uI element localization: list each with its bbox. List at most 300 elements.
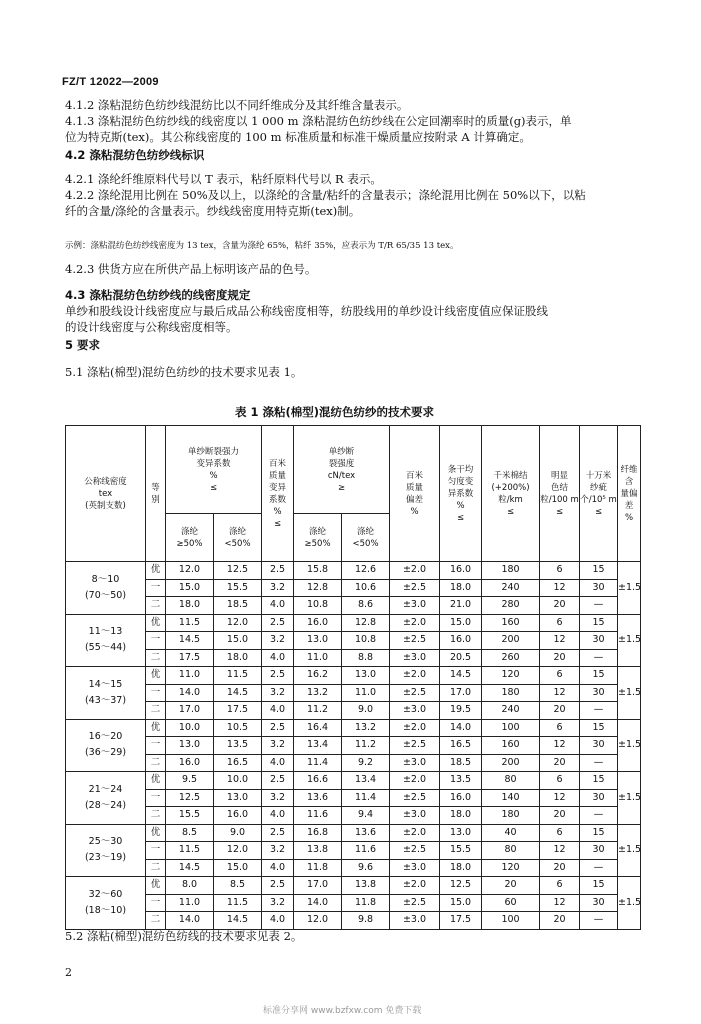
value-cell: 20.5 [440,649,482,667]
value-cell: ±3.0 [390,754,440,772]
value-cell: 10.8 [342,632,390,650]
value-cell: 13.4 [294,737,342,755]
value-cell: 11.5 [214,667,262,685]
value-cell: 11.5 [166,614,214,632]
value-cell: 15.0 [440,614,482,632]
value-cell: 30 [580,894,618,912]
value-cell: 6 [540,614,580,632]
value-cell: 200 [482,754,540,772]
table-row [66,772,641,790]
linear-density-cell [66,667,146,720]
grade-cell: 二 [146,649,166,667]
value-cell: ±3.0 [390,649,440,667]
value-cell: 240 [482,702,540,720]
value-cell: 21.0 [440,597,482,615]
value-cell: — [580,597,618,615]
header-mass-deviation-line: 质量 [406,482,424,493]
value-cell: 20 [540,912,580,930]
value-cell: 17.5 [214,702,262,720]
grade-cell: 一 [146,632,166,650]
header-neps-line: 千米棉结 [493,470,528,481]
value-cell: 6 [540,667,580,685]
header-mass-deviation-line: 偏差 [406,494,424,505]
header-cv-lt50-line: <50% [224,538,251,549]
value-cell: 18.5 [214,597,262,615]
value-cell: — [580,912,618,930]
value-cell: 280 [482,597,540,615]
header-tenacity [294,426,390,514]
grade-cell: 优 [146,824,166,842]
grade-cell: 优 [146,667,166,685]
value-cell: 9.0 [214,824,262,842]
value-cell: 2.5 [262,824,294,842]
header-evenness-cv-line: 条干均 [447,464,474,475]
header-evenness-cv-line: 异系数 [447,488,474,499]
header-grade [146,426,166,562]
value-cell: 17.0 [440,684,482,702]
value-cell: 15.5 [440,842,482,860]
value-cell: 3.2 [262,842,294,860]
value-cell: 14.0 [294,894,342,912]
header-ten-lt50-line: 涤纶 [357,526,375,537]
paragraph-4-1-2-line-1: 4.1.2 涤粘混纺色纺纱线混纺比以不同纤维成分及其纤维含量表示。 [65,98,409,112]
value-cell: 14.5 [166,859,214,877]
header-color-knots-line: 色结 [551,482,569,493]
value-cell: 3.2 [262,579,294,597]
grade-cell: 二 [146,754,166,772]
value-cell: 20 [540,597,580,615]
paragraph-4-2-line-1: 4.2 涤粘混纺色纺纱线标识 [65,148,205,162]
value-cell: 20 [540,859,580,877]
value-cell: 11.4 [342,789,390,807]
value-cell: 14.0 [166,684,214,702]
value-cell: 10.8 [294,597,342,615]
value-cell: 160 [482,614,540,632]
header-mass-cv [262,426,294,562]
table-caption: 表 1 涤粘(棉型)混纺色纺纱的技术要求 [235,405,435,419]
value-cell: 180 [482,562,540,580]
value-cell: 18.5 [440,754,482,772]
value-cell: 11.6 [342,842,390,860]
grade-cell: 一 [146,789,166,807]
header-mass-deviation [390,426,440,562]
value-cell: 260 [482,649,540,667]
page-number: 2 [65,966,72,979]
grade-cell: 一 [146,684,166,702]
value-cell: 15 [580,877,618,895]
value-cell: 13.4 [342,772,390,790]
value-cell: 17.5 [440,912,482,930]
linear-density-value: (36～29) [84,747,127,759]
value-cell: 13.2 [294,684,342,702]
linear-density-value: 11～13 [88,626,123,638]
value-cell: 11.4 [294,754,342,772]
value-cell: 15.0 [440,894,482,912]
value-cell: 6 [540,824,580,842]
value-cell: ±3.0 [390,859,440,877]
header-mass-cv-line: 系数 [269,494,287,505]
table-row [66,807,641,825]
fiber-deviation-cell: ±1.5 [618,562,641,615]
value-cell: 180 [482,684,540,702]
paragraph-4-3-body-line-2: 的设计线密度与公称线密度相等。 [65,320,238,334]
value-cell: 2.5 [262,562,294,580]
value-cell: ±2.5 [390,737,440,755]
header-mass-cv-line: 变异 [269,482,287,493]
value-cell: 12.0 [166,562,214,580]
value-cell: 11.8 [294,859,342,877]
value-cell: 11.0 [166,894,214,912]
value-cell: 14.0 [440,719,482,737]
fiber-deviation-cell: ±1.5 [618,614,641,667]
value-cell: 4.0 [262,649,294,667]
value-cell: 30 [580,789,618,807]
header-neps-line: (+200%) [491,482,530,493]
value-cell: 20 [540,807,580,825]
header-cv-ge50-line: 涤纶 [180,526,198,537]
value-cell: 3.2 [262,894,294,912]
value-cell: 10.0 [214,772,262,790]
value-cell: 18.0 [440,807,482,825]
value-cell: 4.0 [262,754,294,772]
value-cell: ±2.5 [390,789,440,807]
linear-density-cell [66,562,146,615]
table-row [66,894,641,912]
value-cell: 11.5 [166,842,214,860]
value-cell: ±2.0 [390,614,440,632]
header-evenness-cv-line: ≤ [456,512,465,523]
header-linear-density-line: (英制支数) [85,500,126,511]
value-cell: 16.4 [294,719,342,737]
linear-density-value: 16～20 [88,731,123,743]
value-cell: 16.0 [214,807,262,825]
value-cell: 11.0 [166,667,214,685]
value-cell: 6 [540,877,580,895]
header-strength-cv-line: 单纱断裂强力 [188,446,240,457]
linear-density-value: (55～44) [84,642,127,654]
value-cell: 13.6 [294,789,342,807]
value-cell: 3.2 [262,789,294,807]
value-cell: 16.0 [440,789,482,807]
header-fiber-deviation-line: % [624,512,634,523]
value-cell: 80 [482,842,540,860]
linear-density-value: (18～10) [84,904,127,916]
value-cell: 11.6 [294,807,342,825]
value-cell: 11.0 [342,684,390,702]
value-cell: 30 [580,579,618,597]
value-cell: 14.0 [166,912,214,930]
value-cell: 15.0 [214,632,262,650]
value-cell: 16.2 [294,667,342,685]
value-cell: 2.5 [262,772,294,790]
value-cell: ±3.0 [390,912,440,930]
value-cell: 2.5 [262,667,294,685]
header-color-knots-line: 明显 [551,470,569,481]
value-cell: ±2.0 [390,877,440,895]
value-cell: 16.0 [440,632,482,650]
value-cell: 12 [540,789,580,807]
paragraph-4-3-line-1: 4.3 涤粘混纺色纺纱线的线密度规定 [65,288,251,302]
value-cell: 6 [540,772,580,790]
value-cell: 30 [580,632,618,650]
value-cell: 12 [540,579,580,597]
linear-density-value: 21～24 [88,783,123,795]
header-evenness-cv-line: % [456,500,465,511]
value-cell: 15.8 [294,562,342,580]
value-cell: — [580,702,618,720]
header-color-knots-line: 粒/100 m [540,494,579,505]
value-cell: 16.0 [166,754,214,772]
fiber-deviation-cell: ±1.5 [618,877,641,930]
value-cell: 18.0 [214,649,262,667]
table-row [66,824,641,842]
value-cell: 3.2 [262,737,294,755]
value-cell: 15 [580,562,618,580]
value-cell: 11.0 [294,649,342,667]
linear-density-cell [66,824,146,877]
value-cell: 13.0 [342,667,390,685]
value-cell: 13.6 [342,824,390,842]
table-row [66,684,641,702]
value-cell: 20 [482,877,540,895]
paragraph-4-2-2-line-2: 纤的含量/涤纶的含量表示。纱线线密度用特克斯(tex)制。 [65,204,361,218]
header-strength-cv [166,426,262,514]
header-fiber-deviation [618,426,641,562]
value-cell: 16.0 [440,562,482,580]
value-cell: 4.0 [262,702,294,720]
grade-cell: 优 [146,562,166,580]
value-cell: 100 [482,912,540,930]
value-cell: 180 [482,807,540,825]
table-row [66,842,641,860]
value-cell: 9.6 [342,859,390,877]
header-fiber-deviation-line: 纤维含 [620,464,638,487]
value-cell: 15 [580,719,618,737]
header-mass-cv-line: % [273,506,282,517]
header-yarn-faults [580,426,618,562]
paragraph-example-line-1: 示例：涤粘混纺色纺纱线密度为 13 tex，含量为涤纶 65%，粘纤 35%，应表示为 T/R 65/35 13 tex。 [65,241,459,251]
header-yarn-faults-line: ≤ [594,506,603,517]
grade-cell: 优 [146,614,166,632]
value-cell: 240 [482,579,540,597]
value-cell: 17.5 [166,649,214,667]
header-ten-ge50 [294,514,342,562]
linear-density-cell [66,877,146,930]
value-cell: 16.0 [294,614,342,632]
linear-density-value: (43～37) [84,694,127,706]
value-cell: 11.5 [214,894,262,912]
header-strength-cv-line: ≤ [209,482,218,493]
header-cv-lt50 [214,514,262,562]
value-cell: 3.2 [262,632,294,650]
paragraph-4-1-3-line-1: 4.1.3 涤粘混纺色纺纱线的线密度以 1 000 m 涤粘混纺色纺纱线在公定回潮率时的质量(g)表示，单 [65,114,572,128]
value-cell: ±2.5 [390,579,440,597]
value-cell: ±3.0 [390,807,440,825]
value-cell: 200 [482,632,540,650]
grade-cell: 一 [146,737,166,755]
value-cell: 8.5 [166,824,214,842]
grade-cell: 优 [146,719,166,737]
linear-density-cell [66,719,146,772]
value-cell: 16.6 [294,772,342,790]
header-grade-line: 等 [151,482,160,493]
header-fiber-deviation-line: 量偏差 [620,488,638,511]
value-cell: 12.5 [214,562,262,580]
value-cell: 9.0 [342,702,390,720]
fiber-deviation-cell: ±1.5 [618,667,641,720]
value-cell: 13.0 [166,737,214,755]
fiber-deviation-cell: ±1.5 [618,719,641,772]
value-cell: 40 [482,824,540,842]
spec-table [65,425,641,930]
table-row [66,614,641,632]
header-neps-line: 粒/km [498,494,523,505]
header-mass-cv-line: 百米 [269,458,287,469]
paragraph-4-1-3-line-2: 位为特克斯(tex)。其公称线密度的 100 m 标准质量和标准干燥质量应按附录 A 计算确定。 [65,130,531,144]
table-row [66,859,641,877]
value-cell: 11.2 [294,702,342,720]
value-cell: 12 [540,894,580,912]
fiber-deviation-cell: ±1.5 [618,824,641,877]
value-cell: 15.5 [166,807,214,825]
value-cell: 13.0 [294,632,342,650]
value-cell: ±2.0 [390,824,440,842]
header-ten-ge50-line: ≥50% [304,538,331,549]
value-cell: 30 [580,737,618,755]
value-cell: 13.5 [440,772,482,790]
header-tenacity-line: 裂强度 [328,458,355,469]
header-strength-cv-line: % [209,470,218,481]
value-cell: 12.0 [294,912,342,930]
table-row [66,579,641,597]
value-cell: 14.5 [214,684,262,702]
header-yarn-faults-line: 纱疵 [590,482,608,493]
value-cell: 2.5 [262,719,294,737]
value-cell: ±2.5 [390,632,440,650]
grade-cell: 优 [146,877,166,895]
value-cell: 120 [482,667,540,685]
header-neps-line: ≤ [506,506,515,517]
paragraph-4-2-3-line-1: 4.2.3 供货方应在所供产品上标明该产品的色号。 [65,262,317,276]
value-cell: 80 [482,772,540,790]
value-cell: ±2.0 [390,772,440,790]
value-cell: 12 [540,684,580,702]
value-cell: 12.8 [294,579,342,597]
value-cell: 13.0 [214,789,262,807]
value-cell: ±2.5 [390,684,440,702]
grade-cell: 二 [146,702,166,720]
value-cell: 9.2 [342,754,390,772]
value-cell: ±2.0 [390,719,440,737]
value-cell: 3.2 [262,684,294,702]
value-cell: 12 [540,737,580,755]
grade-cell: 二 [146,859,166,877]
value-cell: 15 [580,772,618,790]
value-cell: 14.5 [166,632,214,650]
grade-cell: 优 [146,772,166,790]
header-evenness-cv-line: 匀度变 [447,476,474,487]
linear-density-value: 25～30 [88,836,123,848]
value-cell: 8.8 [342,649,390,667]
header-linear-density-line: 公称线密度 [84,476,127,487]
value-cell: ±2.5 [390,894,440,912]
value-cell: 15 [580,824,618,842]
value-cell: 18.0 [440,859,482,877]
value-cell: 15.5 [214,579,262,597]
value-cell: 16.5 [440,737,482,755]
linear-density-value: 32～60 [88,888,123,900]
table-row [66,667,641,685]
value-cell: 160 [482,737,540,755]
standard-number: FZ/T 12022—2009 [62,76,159,88]
value-cell: 6 [540,562,580,580]
header-ten-lt50-line: <50% [352,538,379,549]
value-cell: 10.6 [342,579,390,597]
value-cell: 10.0 [166,719,214,737]
table-row [66,632,641,650]
value-cell: 15 [580,667,618,685]
paragraph-4-2-1-line-1: 4.2.1 涤纶纤维原料代号以 T 表示，粘纤原料代号以 R 表示。 [65,172,382,186]
table-row [66,754,641,772]
value-cell: 12.8 [342,614,390,632]
fiber-deviation-cell: ±1.5 [618,772,641,825]
header-cv-ge50-line: ≥50% [176,538,203,549]
grade-cell: 二 [146,912,166,930]
table-row [66,719,641,737]
value-cell: ±2.5 [390,842,440,860]
header-cv-ge50 [166,514,214,562]
value-cell: 9.4 [342,807,390,825]
grade-cell: 一 [146,842,166,860]
value-cell: 9.5 [166,772,214,790]
linear-density-value: 14～15 [88,678,123,690]
header-linear-density [66,426,146,562]
header-cv-lt50-line: 涤纶 [229,526,247,537]
value-cell: — [580,649,618,667]
value-cell: 18.0 [166,597,214,615]
grade-cell: 二 [146,807,166,825]
linear-density-value: (28～24) [84,799,127,811]
header-grade-line: 别 [151,494,160,505]
value-cell: 20 [540,702,580,720]
value-cell: 19.5 [440,702,482,720]
paragraph-5-line-1: 5 要求 [65,338,101,352]
value-cell: 30 [580,842,618,860]
header-mass-deviation-line: % [410,506,419,517]
value-cell: 100 [482,719,540,737]
value-cell: 60 [482,894,540,912]
paragraph-4-3-body-line-1: 单纱和股线设计线密度应与最后成品公称线密度相等，纺股线用的单纱设计线密度值应保证股线 [65,304,548,318]
value-cell: 10.5 [214,719,262,737]
linear-density-cell [66,772,146,825]
value-cell: 13.5 [214,737,262,755]
value-cell: 12.6 [342,562,390,580]
header-tenacity-line: cN/tex [327,470,356,481]
value-cell: 9.8 [342,912,390,930]
value-cell: 15 [580,614,618,632]
value-cell: 140 [482,789,540,807]
value-cell: — [580,859,618,877]
linear-density-cell [66,614,146,667]
value-cell: 12 [540,842,580,860]
grade-cell: 一 [146,579,166,597]
value-cell: — [580,754,618,772]
value-cell: 2.5 [262,877,294,895]
value-cell: 120 [482,859,540,877]
value-cell: 12.0 [214,842,262,860]
header-yarn-faults-line: 十万米 [585,470,612,481]
table-row [66,649,641,667]
